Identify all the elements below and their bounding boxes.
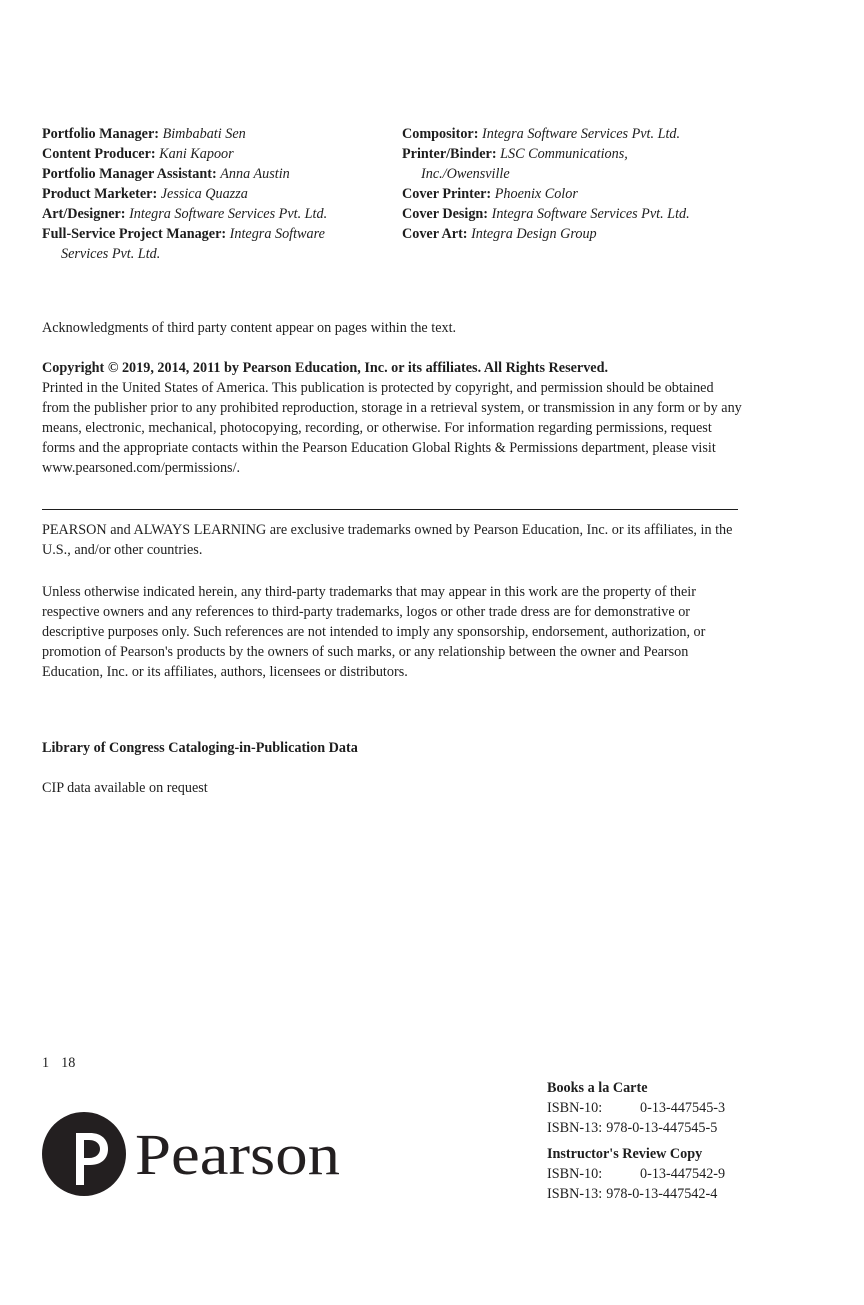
credits-left-column bbox=[42, 124, 387, 264]
copyright-notice bbox=[42, 358, 742, 478]
isbn-value: 0-13-447542-9 bbox=[640, 1166, 726, 1182]
isbn-label: ISBN-10: bbox=[547, 1100, 603, 1116]
credits-right-column bbox=[402, 124, 822, 244]
isbn-13-row bbox=[547, 1118, 767, 1138]
credit-role: Cover Printer: bbox=[402, 186, 492, 202]
credit-product-marketer bbox=[42, 184, 387, 204]
credit-art-designer bbox=[42, 204, 387, 224]
credit-portfolio-manager-assistant bbox=[42, 164, 387, 184]
credit-portfolio-manager bbox=[42, 124, 387, 144]
credit-name: Phoenix Color bbox=[494, 186, 578, 202]
isbn-block-title: Books a la Carte bbox=[547, 1080, 648, 1096]
credit-cover-art bbox=[402, 224, 822, 244]
pearson-wordmark: Pearson bbox=[135, 1122, 340, 1187]
isbn-value: 0-13-447545-3 bbox=[640, 1100, 726, 1116]
credit-name: Integra Software Services Pvt. Ltd. bbox=[129, 206, 328, 222]
credit-role: Portfolio Manager Assistant: bbox=[42, 166, 217, 182]
isbn-value: 978-0-13-447545-5 bbox=[606, 1120, 718, 1136]
credit-name: Jessica Quazza bbox=[160, 186, 248, 202]
credit-printer-binder bbox=[402, 144, 696, 184]
credit-compositor bbox=[402, 124, 822, 144]
cip-text: CIP data available on request bbox=[42, 780, 208, 796]
isbn-label: ISBN-10: bbox=[547, 1166, 603, 1182]
print-line bbox=[42, 1053, 87, 1073]
trademark-notice: PEARSON and ALWAYS LEARNING are exclusive trademarks owned by Pearson Education, Inc. or its affiliates, in the U.S., and/or other countries. bbox=[42, 522, 733, 558]
credit-role: Cover Art: bbox=[402, 226, 468, 242]
print-line-number: 18 bbox=[61, 1055, 76, 1071]
isbn-block-books-a-la-carte bbox=[547, 1078, 767, 1138]
acknowledgments-text: Acknowledgments of third party content appear on pages within the text. bbox=[42, 320, 457, 336]
credit-name: Integra Software Services Pvt. Ltd. bbox=[491, 206, 690, 222]
credit-name: Anna Austin bbox=[220, 166, 290, 182]
credit-role: Cover Design: bbox=[402, 206, 489, 222]
credit-name: LSC Communications, Inc./Owensville bbox=[421, 146, 628, 182]
credit-cover-printer bbox=[402, 184, 822, 204]
credit-name: Integra Design Group bbox=[471, 226, 597, 242]
credit-cover-design bbox=[402, 204, 822, 224]
credit-name: Kani Kapoor bbox=[159, 146, 234, 162]
print-line-number: 1 bbox=[42, 1055, 50, 1071]
isbn-block-instructors-review-copy bbox=[547, 1144, 767, 1204]
section-divider bbox=[42, 509, 738, 510]
credit-role: Content Producer: bbox=[42, 146, 156, 162]
credit-role: Printer/Binder: bbox=[402, 146, 497, 162]
isbn-block-title: Instructor's Review Copy bbox=[547, 1146, 703, 1162]
credit-role: Portfolio Manager: bbox=[42, 126, 160, 142]
credit-role: Compositor: bbox=[402, 126, 479, 142]
third-party-notice: Unless otherwise indicated herein, any third-party trademarks that may appear in this work are the property of their respective owners and any references to third-party trademarks, logos or other trade dress are for demonstrative or descriptive purposes only. Such references are not intended to imply any sponsorship, endorsement, authorization, or promotion of Pearson's products by the owners of such marks, or any relationship between the owner and Pearson Education, Inc. or its affiliates, authors, licensees or distributors. bbox=[42, 584, 706, 680]
library-of-congress-heading: Library of Congress Cataloging-in-Publication Data bbox=[42, 740, 358, 756]
credit-role: Art/Designer: bbox=[42, 206, 126, 222]
pearson-logo bbox=[42, 1107, 342, 1203]
credit-project-manager bbox=[42, 224, 346, 264]
isbn-value: 978-0-13-447542-4 bbox=[606, 1186, 718, 1202]
credit-content-producer bbox=[42, 144, 387, 164]
credit-name: Integra Software Services Pvt. Ltd. bbox=[61, 226, 325, 262]
credit-role: Full-Service Project Manager: bbox=[42, 226, 227, 242]
isbn-10-row bbox=[547, 1098, 767, 1118]
isbn-10-row bbox=[547, 1164, 767, 1184]
credit-name: Bimbabati Sen bbox=[162, 126, 246, 142]
copyright-line: Copyright © 2019, 2014, 2011 by Pearson Education, Inc. or its affiliates. All Rights Reserved. bbox=[42, 360, 609, 376]
credit-role: Product Marketer: bbox=[42, 186, 158, 202]
isbn-label: ISBN-13: bbox=[547, 1186, 603, 1202]
isbn-13-row bbox=[547, 1184, 767, 1204]
credit-name: Integra Software Services Pvt. Ltd. bbox=[482, 126, 681, 142]
copyright-body: Printed in the United States of America. This publication is protected by copyright, and permission should be obtained from the publisher prior to any prohibited reproduction, storage in a retrieval system, or transmission in any form or by any means, electronic, mechanical, photocopying, recording, or otherwise. For information regarding permissions, request forms and the appropriate contacts within the Pearson Education Global Rights & Permissions department, please visit www.pearsoned.com/permissions/. bbox=[42, 380, 742, 476]
isbn-label: ISBN-13: bbox=[547, 1120, 603, 1136]
pearson-p-icon bbox=[42, 1112, 126, 1196]
